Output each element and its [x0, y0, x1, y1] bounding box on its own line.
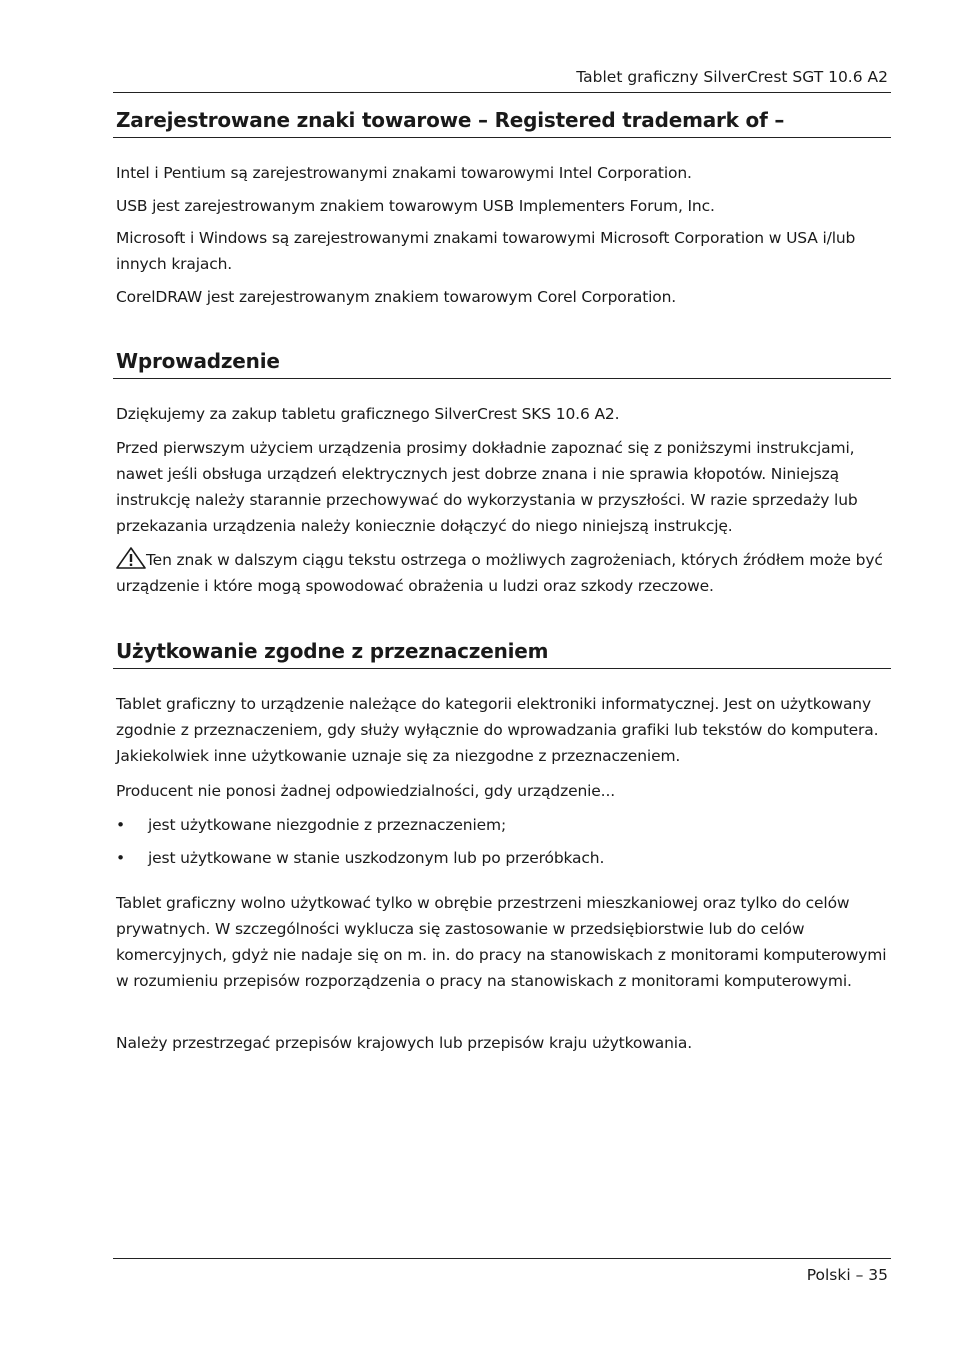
warning-text: Ten znak w dalszym ciągu tekstu ostrzega o możliwych zagrożeniach, których źródłem może być urządzenie i które mogą spowodować obrażenia u ludzi oraz szkody rzeczowe.	[116, 551, 883, 595]
intended-use-heading: Użytkowanie zgodne z przeznaczeniem	[116, 639, 549, 663]
introduction-heading: Wprowadzenie	[116, 349, 280, 373]
trademark-paragraph: USB jest zarejestrowanym znakiem towarowym USB Implementers Forum, Inc.	[116, 197, 715, 215]
introduction-paragraph: Dziękujemy za zakup tabletu graficznego SilverCrest SKS 10.6 A2.	[116, 405, 620, 423]
page-footer: Polski – 35	[806, 1266, 888, 1284]
trademarks-heading-rule	[113, 137, 891, 138]
bullet-marker: •	[116, 849, 125, 867]
intended-use-paragraph: Tablet graficzny wolno użytkować tylko w obrębie przestrzeni mieszkaniowej oraz tylko do celów prywatnych. W szczególności wyklucza się zastosowanie w przedsiębiorstwie lub do celów komercyjnych, gdyż nie nadaje się on m. in. do pracy na stanowiskach z monitorami komputerowymi w rozumieniu przepisów rozporządzenia o pracy na stanowiskach z monitorami komputerowymi.	[116, 894, 887, 990]
header-rule	[113, 92, 891, 93]
bullet-text: jest użytkowane w stanie uszkodzonym lub po przeróbkach.	[148, 849, 605, 867]
trademark-paragraph: CorelDRAW jest zarejestrowanym znakiem towarowym Corel Corporation.	[116, 288, 677, 306]
trademark-paragraph: Microsoft i Windows są zarejestrowanymi znakami towarowymi Microsoft Corporation w USA i/lub innych krajach.	[116, 229, 856, 273]
running-header: Tablet graficzny SilverCrest SGT 10.6 A2	[576, 68, 888, 86]
introduction-paragraph: Przed pierwszym użyciem urządzenia prosimy dokładnie zapoznać się z poniższymi instrukcjami, nawet jeśli obsługa urządzeń elektrycznych jest dobrze znana i nie sprawia kłopotów. Niniejszą instrukcję należy starannie przechowywać do wykorzystania w przyszłości. W razie sprzedaży lub przekazania urządzenia należy koniecznie dołączyć do niego niniejszą instrukcję.	[116, 439, 858, 535]
bullet-marker: •	[116, 816, 125, 834]
trademarks-heading: Zarejestrowane znaki towarowe – Registered trademark of –	[116, 108, 785, 132]
warning-triangle-icon	[116, 547, 146, 569]
introduction-heading-rule	[113, 378, 891, 379]
warning-paragraph	[116, 547, 891, 599]
bullet-text: jest użytkowane niezgodnie z przeznaczeniem;	[148, 816, 507, 834]
intended-use-heading-rule	[113, 668, 891, 669]
intended-use-paragraph: Producent nie ponosi żadnej odpowiedzialności, gdy urządzenie...	[116, 782, 616, 800]
intended-use-paragraph: Należy przestrzegać przepisów krajowych lub przepisów kraju użytkowania.	[116, 1034, 693, 1052]
trademark-paragraph: Intel i Pentium są zarejestrowanymi znakami towarowymi Intel Corporation.	[116, 164, 692, 182]
intended-use-paragraph: Tablet graficzny to urządzenie należące do kategorii elektroniki informatycznej. Jest on użytkowany zgodnie z przeznaczeniem, gdy służy wyłącznie do wprowadzania grafiki lub tekstów do komputera. Jakiekolwiek inne użytkowanie uznaje się za niezgodne z przeznaczeniem.	[116, 695, 879, 765]
footer-rule	[113, 1258, 891, 1259]
